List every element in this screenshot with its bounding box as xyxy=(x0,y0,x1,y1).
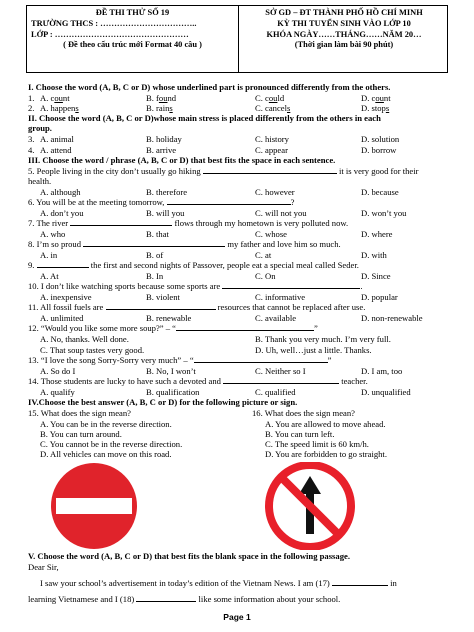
q15-option-a[interactable]: A. You can be in the reverse direction. xyxy=(40,419,172,429)
q13-option-b[interactable]: B. No, I won’t xyxy=(146,366,196,376)
question-14-stem: 14. Those students are lucky to have such a devoted and teacher. xyxy=(28,376,368,386)
q5-option-b[interactable]: B. therefore xyxy=(146,187,188,197)
question-8-stem: 8. I’m so proud my father and love him so much. xyxy=(28,239,341,249)
q1-option-c[interactable]: C. could xyxy=(255,93,285,103)
q5-option-d[interactable]: D. because xyxy=(361,187,399,197)
q2-option-d[interactable]: D. stops xyxy=(361,103,390,113)
q12-option-c[interactable]: C. That soup tastes very good. xyxy=(40,345,145,355)
question-13-stem: 13. “I love the song Sorry-Sorry very much” – “ ” xyxy=(28,355,332,365)
question-15-stem: 15. What does the sign mean? xyxy=(28,408,131,418)
q5-option-c[interactable]: C. however xyxy=(255,187,295,197)
blank-18[interactable] xyxy=(136,601,196,602)
q11-option-a[interactable]: A. unlimited xyxy=(40,313,84,323)
q16-option-d[interactable]: D. You are forbidden to go straight. xyxy=(265,449,387,459)
question-10-stem: 10. I don’t like watching sports because some sports are . xyxy=(28,281,363,291)
section-1-heading: I. Choose the word (A, B, C or D) whose underlined part is pronounced differently from the others. xyxy=(28,82,391,92)
q10-option-b[interactable]: B. violent xyxy=(146,292,180,302)
q3-option-b[interactable]: B. holiday xyxy=(146,134,182,144)
q3-option-c[interactable]: C. history xyxy=(255,134,289,144)
q12-blank[interactable] xyxy=(176,330,314,331)
question-7-stem: 7. The river flows through my hometown is very polluted now. xyxy=(28,218,349,228)
question-2: 2. xyxy=(28,103,35,113)
q2-option-a[interactable]: A. happens xyxy=(40,103,79,113)
q1-option-a[interactable]: A. count xyxy=(40,93,70,103)
section-4-heading: IV.Choose the best answer (A, B, C or D) for the following picture or sign. xyxy=(28,397,298,407)
q2-option-b[interactable]: B. rains xyxy=(146,103,173,113)
question-3: 3. xyxy=(28,134,35,144)
section-3-heading: III. Choose the word / phrase (A, B, C or D) that best fits the space in each sentence. xyxy=(28,155,336,165)
section-5-heading: V. Choose the word (A, B, C or D) that best fits the blank space in the following passage. xyxy=(28,551,350,561)
passage-line-1: I saw your school’s advertisement in today’s edition of the Vietnam News. I am (17) in xyxy=(40,578,397,588)
q2-option-c[interactable]: C. cancels xyxy=(255,103,291,113)
class-field: LỚP : ………………………………………… xyxy=(31,29,189,39)
q15-option-b[interactable]: B. You can turn around. xyxy=(40,429,122,439)
q9-blank[interactable] xyxy=(37,267,89,268)
q9-option-b[interactable]: B. In xyxy=(146,271,164,281)
question-5-stem-cont: health. xyxy=(28,176,52,186)
question-4: 4. xyxy=(28,145,35,155)
question-12-stem: 12. “Would you like some more soup?” – “ ” xyxy=(28,323,318,333)
q7-option-c[interactable]: C. whose xyxy=(255,229,287,239)
question-5-stem: 5. People living in the city don’t usually go hiking it is very good for their xyxy=(28,166,419,176)
q14-blank[interactable] xyxy=(223,383,339,384)
question-11-stem: 11. All fossil fuels are resources that cannot be replaced after use. xyxy=(28,302,366,312)
question-9-stem: 9. the first and second nights of Passover, people eat a special meal called Seder. xyxy=(28,260,359,270)
no-entry-sign-icon xyxy=(36,462,152,550)
q1-option-b[interactable]: B. found xyxy=(146,93,177,103)
q13-option-d[interactable]: D. I am, too xyxy=(361,366,403,376)
passage-line-2: learning Vietnamese and I (18) like some information about your school. xyxy=(28,594,341,604)
exam-title: ĐỀ THI THỬ SỐ 19 xyxy=(95,8,170,17)
q7-option-b[interactable]: B. that xyxy=(146,229,169,239)
header-right xyxy=(239,8,449,51)
q11-option-c[interactable]: C. available xyxy=(255,313,297,323)
q15-option-c[interactable]: C. You cannot be in the reverse direction. xyxy=(40,439,183,449)
q14-option-a[interactable]: A. qualify xyxy=(40,387,75,397)
q16-option-b[interactable]: B. You can turn left. xyxy=(265,429,335,439)
q7-blank[interactable] xyxy=(70,225,172,226)
q14-option-c[interactable]: C. qualified xyxy=(255,387,296,397)
section-2-heading: II. Choose the word (A, B, C or D)whose main stress is placed differently from the others in each xyxy=(28,113,381,123)
q10-option-a[interactable]: A. inexpensive xyxy=(40,292,92,302)
q4-option-a[interactable]: A. attend xyxy=(40,145,72,155)
q10-option-d[interactable]: D. popular xyxy=(361,292,398,302)
school-field: TRƯỜNG THCS : …………………………….. xyxy=(31,18,197,28)
department-name: SỞ GD – ĐT THÀNH PHỐ HỒ CHÍ MINH xyxy=(265,8,423,17)
time-limit: (Thời gian làm bài 90 phút) xyxy=(294,40,394,50)
header-left xyxy=(27,8,238,51)
q8-option-a[interactable]: A. in xyxy=(40,250,58,260)
q5-blank[interactable] xyxy=(203,173,337,174)
q8-blank[interactable] xyxy=(83,246,225,247)
q9-option-c[interactable]: C. On xyxy=(255,271,276,281)
no-straight-ahead-sign-icon xyxy=(262,462,358,550)
q4-option-b[interactable]: B. arrive xyxy=(146,145,177,155)
section-2-heading-cont: group. xyxy=(28,123,52,133)
q3-option-d[interactable]: D. solution xyxy=(361,134,400,144)
q13-blank[interactable] xyxy=(194,362,328,363)
letter-greeting: Dear Sir, xyxy=(28,562,59,572)
q9-option-a[interactable]: A. At xyxy=(40,271,59,281)
format-note: ( Đề theo cấu trúc mới Format 40 câu ) xyxy=(63,40,202,50)
exam-name: KỲ THI TUYỂN SINH VÀO LỚP 10 xyxy=(277,18,411,28)
q16-option-a[interactable]: A. You are allowed to move ahead. xyxy=(265,419,386,429)
blank-17[interactable] xyxy=(332,585,388,586)
page-number: Page 1 xyxy=(223,612,251,622)
q5-option-a[interactable]: A. although xyxy=(40,187,81,197)
question-16-stem: 16. What does the sign mean? xyxy=(252,408,355,418)
q11-option-b[interactable]: B. renewable xyxy=(146,313,192,323)
question-6-stem: 6. You will be at the meeting tomorrow, ? xyxy=(28,197,295,207)
q14-option-b[interactable]: B. qualification xyxy=(146,387,200,397)
q16-option-c[interactable]: C. The speed limit is 60 km/h. xyxy=(265,439,369,449)
q12-option-d[interactable]: D. Uh, well…just a little. Thanks. xyxy=(255,345,372,355)
q13-option-a[interactable]: A. So do I xyxy=(40,366,76,376)
q11-option-d[interactable]: D. non-renewable xyxy=(361,313,423,323)
q8-option-d[interactable]: D. with xyxy=(361,250,387,260)
q4-option-d[interactable]: D. borrow xyxy=(361,145,397,155)
exam-date: KHÓA NGÀY……THÁNG……NĂM 20… xyxy=(266,29,422,39)
q13-option-c[interactable]: C. Neither so I xyxy=(255,366,306,376)
q11-blank[interactable] xyxy=(106,309,216,310)
question-1: 1. xyxy=(28,93,35,103)
q10-option-c[interactable]: C. informative xyxy=(255,292,306,302)
q6-option-c[interactable]: C. will not you xyxy=(255,208,307,218)
q15-option-d[interactable]: D. All vehicles can move on this road. xyxy=(40,449,172,459)
q1-option-d[interactable]: D. count xyxy=(361,93,391,103)
q8-option-b[interactable]: B. of xyxy=(146,250,164,260)
q12-option-b[interactable]: B. Thank you very much. I’m very full. xyxy=(255,334,391,344)
q7-option-d[interactable]: D. where xyxy=(361,229,393,239)
q6-option-b[interactable]: B. will you xyxy=(146,208,185,218)
header-table xyxy=(26,5,448,73)
q4-option-c[interactable]: C. appear xyxy=(255,145,288,155)
q12-option-a[interactable]: A. No, thanks. Well done. xyxy=(40,334,129,344)
q10-blank[interactable] xyxy=(222,288,360,289)
q6-blank[interactable] xyxy=(167,204,291,205)
q14-option-d[interactable]: D. unqualified xyxy=(361,387,411,397)
q6-option-a[interactable]: A. don’t you xyxy=(40,208,84,218)
q3-option-a[interactable]: A. animal xyxy=(40,134,74,144)
q6-option-d[interactable]: D. won’t you xyxy=(361,208,407,218)
q7-option-a[interactable]: A. who xyxy=(40,229,66,239)
q9-option-d[interactable]: D. Since xyxy=(361,271,391,281)
q8-option-c[interactable]: C. at xyxy=(255,250,272,260)
